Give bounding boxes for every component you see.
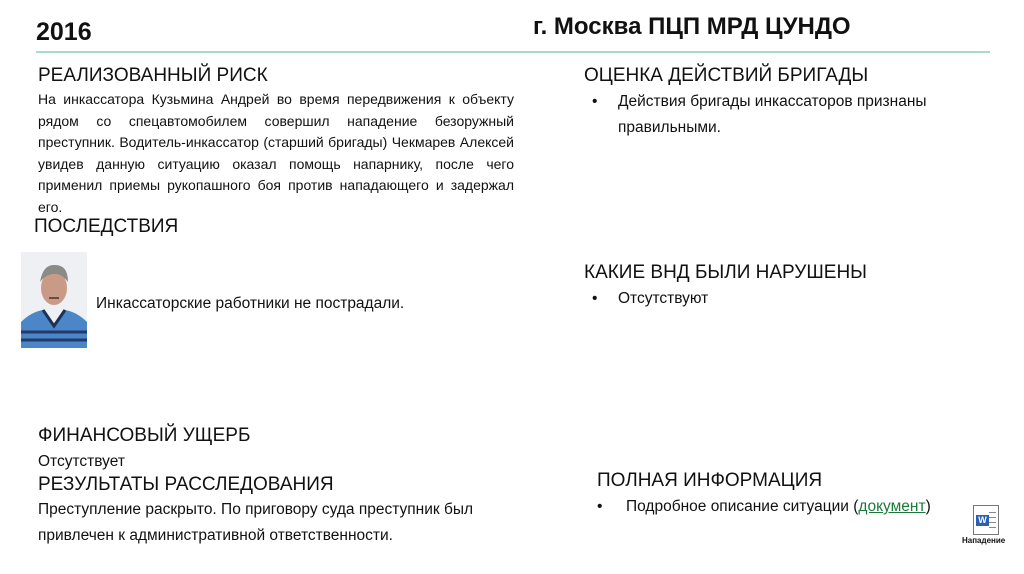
consequences-text: Инкассаторские работники не пострадали. — [96, 295, 405, 312]
investigation-text: Преступление раскрыто. По приговору суда преступник был привлечен к административной ответственности. — [38, 501, 474, 544]
full-info-bullet: • Подробное описание ситуации (документ) — [597, 498, 931, 515]
word-document-icon[interactable]: W — [973, 505, 999, 535]
risk-heading: РЕАЛИЗОВАННЫЙ РИСК — [38, 65, 268, 86]
assessment-heading: ОЦЕНКА ДЕЙСТВИЙ БРИГАДЫ — [584, 65, 869, 86]
violations-heading: КАКИЕ ВНД БЫЛИ НАРУШЕНЫ — [584, 262, 867, 283]
employee-photo — [21, 252, 87, 348]
investigation-heading: РЕЗУЛЬТАТЫ РАССЛЕДОВАНИЯ — [38, 474, 334, 495]
damage-heading: ФИНАНСОВЫЙ УЩЕРБ — [38, 425, 251, 446]
violations-bullet: • Отсутствуют — [592, 286, 708, 312]
consequences-heading: ПОСЛЕДСТВИЯ — [34, 216, 179, 237]
assessment-text: Действия бригады инкассаторов признаны правильными. — [618, 93, 927, 136]
violations-text: Отсутствуют — [618, 290, 709, 307]
year: 2016 — [36, 18, 92, 46]
document-link[interactable]: документ — [858, 498, 926, 515]
divider — [36, 51, 990, 53]
damage-text: Отсутствует — [38, 453, 125, 470]
document-icon-label[interactable]: Нападение — [962, 536, 1006, 545]
risk-text: На инкассатора Кузьмина Андрей во время передвижения к объекту рядом со спецавтомобилем совершил нападение безоружный преступник. Водитель-инкассатор (старший бригады) Чекмарев Алексей увидев данную ситуацию оказал помощь напарнику, после чего применил приемы рукопашного боя против нападающего и задержал его. — [38, 91, 514, 215]
assessment-bullet: • Действия бригады инкассаторов признаны правильными. — [592, 89, 992, 141]
full-info-text: Подробное описание ситуации ( — [626, 498, 859, 515]
full-info-suffix: ) — [925, 498, 931, 515]
full-info-heading: ПОЛНАЯ ИНФОРМАЦИЯ — [597, 470, 823, 491]
page-title: г. Москва ПЦП МРД ЦУНДО — [533, 13, 851, 40]
